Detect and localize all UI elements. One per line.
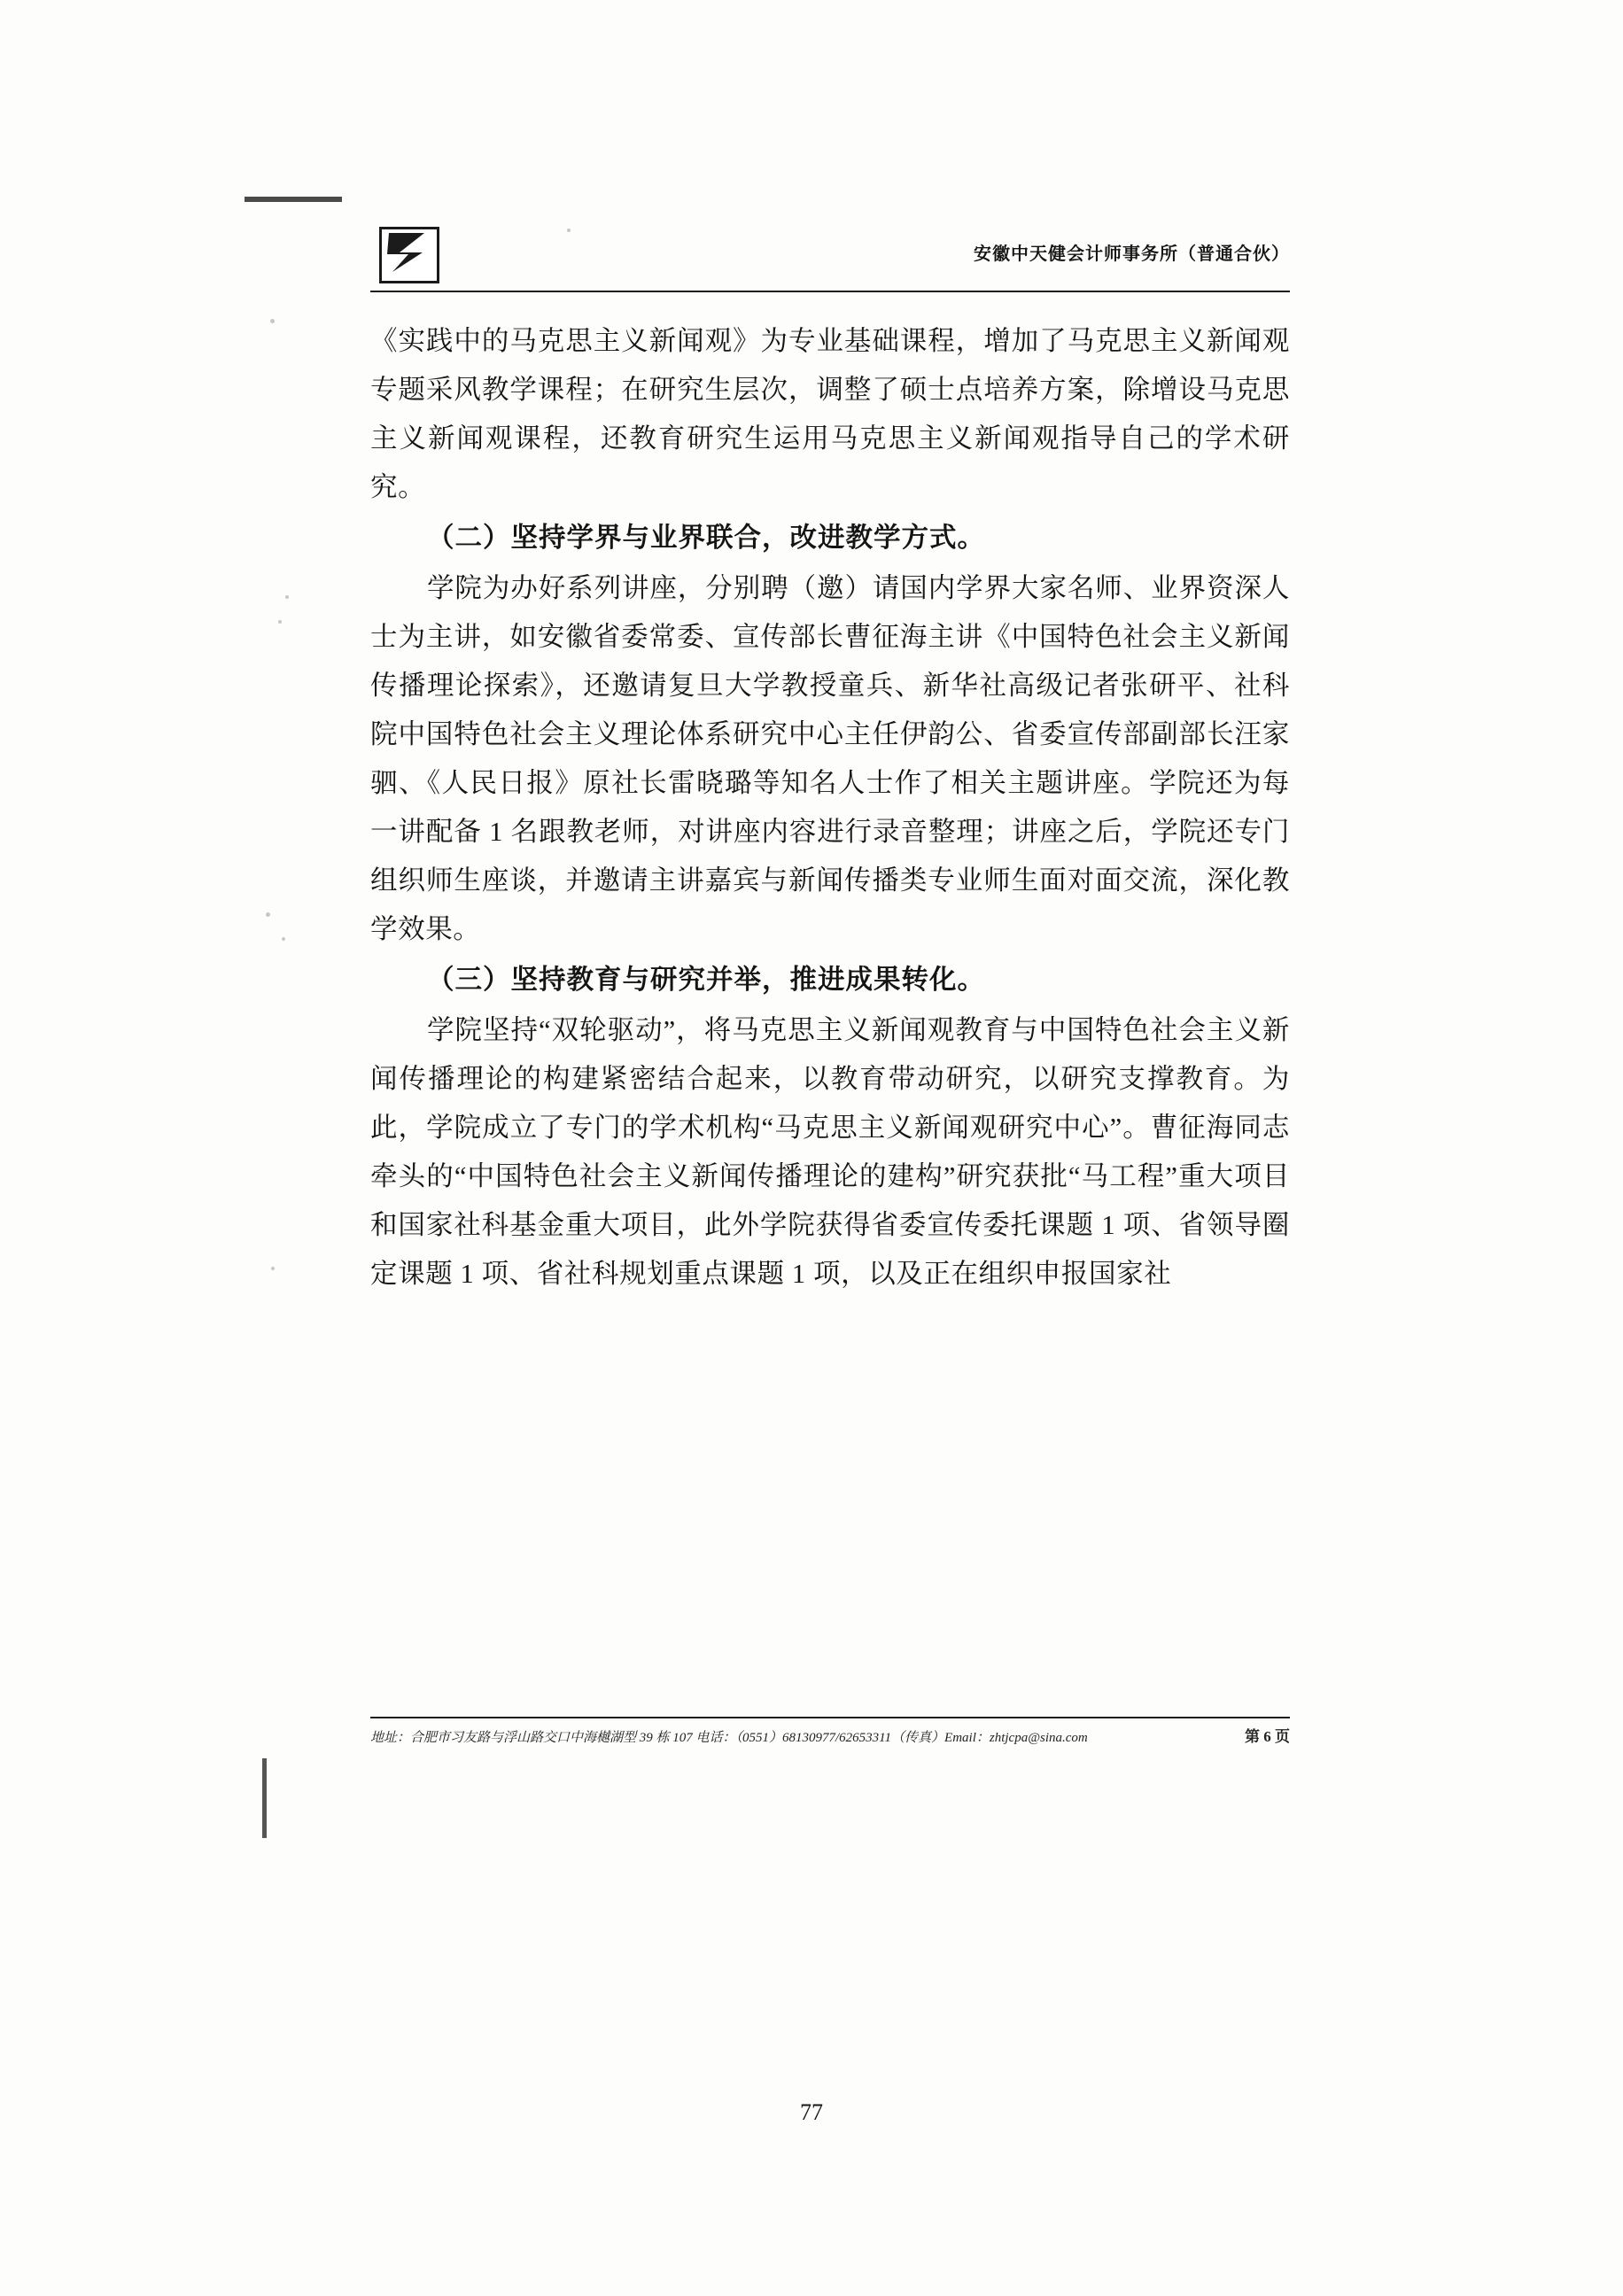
bottom-page-number: 77 — [800, 2099, 823, 2125]
paragraph-research-projects: 学院坚持“双轮驱动”，将马克思主义新闻观教育与中国特色社会主义新闻传播理论的构建紧密结合起来，以教育带动研究，以研究支撑教育。为此，学院成立了专门的学术机构“马克思主义新闻观研究中心”。曹征海同志牵头的“中国特色社会主义新闻传播理论的建构”研究获批“马工程”重大项目和国家社科基金重大项目，此外学院获得省委宣传委托课题 1 项、省领导圈定课题 1 项、省社科规划重点课题 1 项，以及正在组织申报国家社 — [370, 1015, 1290, 1289]
document-page — [370, 213, 1290, 1300]
scan-speck — [270, 319, 275, 323]
footer-page-label: 第 6 页 — [1245, 1728, 1290, 1745]
page-footer — [370, 1717, 1290, 1746]
scan-speck — [285, 595, 289, 599]
paragraph-lecture-series: 学院为办好系列讲座，分别聘（邀）请国内学界大家名师、业界资深人士为主讲，如安徽省委常委、宣传部长曹征海主讲《中国特色社会主义新闻传播理论探索》，还邀请复旦大学教授童兵、新华社高级记者张研平、社科院中国特色社会主义理论体系研究中心主任伊韵公、省委宣传部副部长汪家驷、《人民日报》原社长雷晓璐等知名人士作了相关主题讲座。学院还为每一讲配备 1 名跟教老师，对讲座内容进行录音整理；讲座之后，学院还专门组织师生座谈，并邀请主讲嘉宾与新闻传播类专业师生面对面交流，深化教学效果。 — [370, 573, 1290, 944]
footer-address: 地址：合肥市习友路与浮山路交口中海樾湖型 39 栋 107 电话：（0551）68130977/62653311（传真）Email：zhtjcpa@sina.com — [370, 1731, 1088, 1745]
scan-edge-mark-left — [262, 1758, 267, 1838]
firm-name: 安徽中天健会计师事务所（普通合伙） — [974, 244, 1290, 264]
heading-section-two: （二）坚持学界与业界联合，改进教学方式。 — [427, 523, 985, 553]
scan-speck — [266, 912, 270, 917]
scan-speck — [282, 937, 285, 941]
header-divider — [370, 291, 1290, 292]
lightning-z-logo-icon — [379, 227, 439, 283]
scan-speck — [278, 620, 282, 624]
footer-divider — [370, 1717, 1290, 1718]
page-header — [370, 213, 1290, 294]
scan-speck — [271, 1267, 275, 1270]
document-body — [370, 294, 1290, 1299]
heading-section-three: （三）坚持教育与研究并举，推进成果转化。 — [427, 965, 985, 995]
scan-edge-mark-top — [245, 197, 342, 202]
paragraph-course-setup: 《实践中的马克思主义新闻观》为专业基础课程，增加了马克思主义新闻观专题采风教学课程；在研究生层次，调整了硕士点培养方案，除增设马克思主义新闻观课程，还教育研究生运用马克思主义新闻观指导自己的学术研究。 — [370, 326, 1290, 502]
